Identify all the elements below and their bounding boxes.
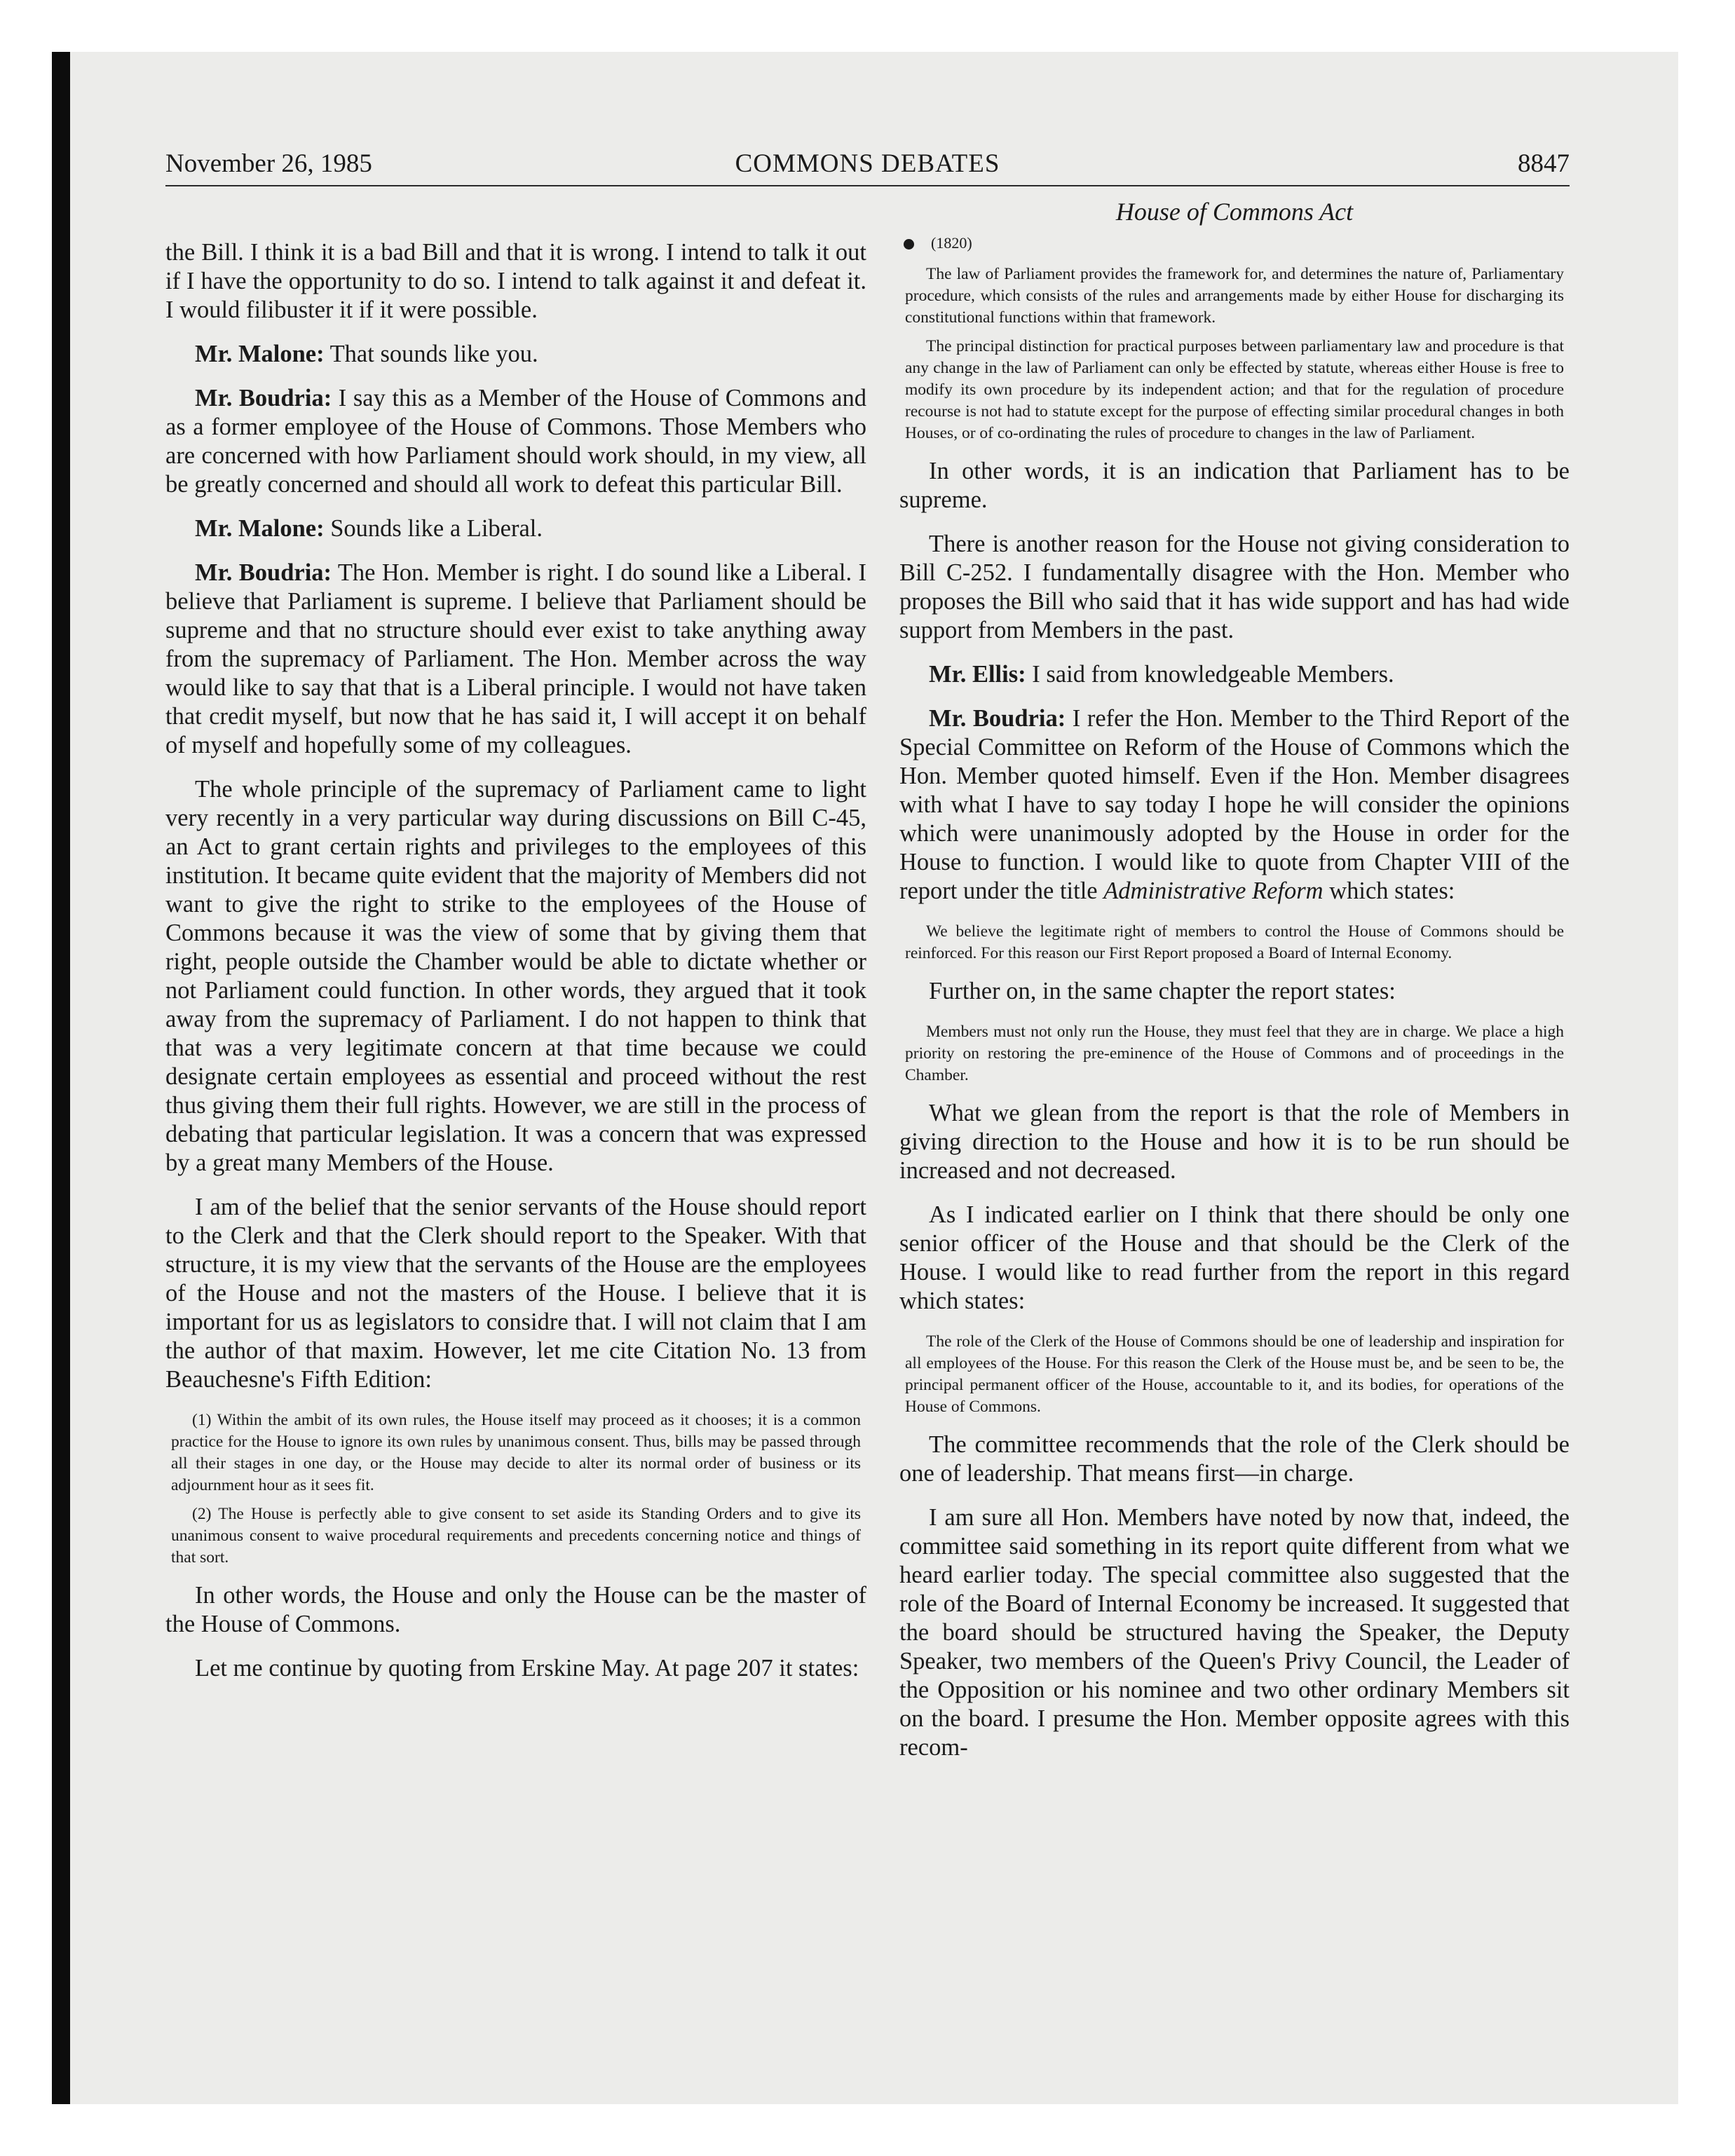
speech-text: which states: (1323, 878, 1455, 904)
block-quote (899, 264, 1570, 444)
paragraph: The committee recommends that the role of the Clerk should be one of leadership. That means first—in charge. (899, 1431, 1570, 1487)
paragraph (165, 559, 866, 760)
quote-paragraph: The role of the Clerk of the House of Commons should be one of leadership and inspiration for all employees of the House. For this reason the Clerk of the House must be, and be seen to be, the principal permanent officer of the House, accountable to it, and its bodies, for operations of the House of Commons. (905, 1332, 1564, 1416)
speaker-name: Mr. Boudria: (195, 559, 332, 586)
quote-paragraph: (1) Within the ambit of its own rules, the House itself may proceed as it chooses; it is a common practice for the House to ignore its own rules by unanimous consent. Thus, bills may be passed through all their stages in one day, or the House may decide to alter its normal order of business or its adjournment hour as it sees fit. (171, 1411, 861, 1494)
paragraph: the Bill. I think it is a bad Bill and that it is wrong. I intend to talk it out if I have the opportunity to do so. I intend to talk against it and defeat it. I would filibuster it if it were possible. (165, 239, 866, 323)
report-title: Administrative Reform (1103, 878, 1324, 904)
paragraph: I am sure all Hon. Members have noted by now that, indeed, the committee said something in its report quite different from what we heard earlier today. The special committee also suggested that the role of the Board of Internal Economy be increased. It suggested that the board should be structured having the Speaker, the Deputy Speaker, two members of the Queen's Privy Council, the Leader of the Opposition or his nominee and two other ordinary Members sit on the board. I presume the Hon. Member opposite agrees with this recom- (899, 1504, 1570, 1761)
paragraph (165, 340, 866, 369)
binding-edge (52, 52, 70, 2104)
paragraph: As I indicated earlier on I think that there should be only one senior officer of the House and that should be the Clerk of the House. I would like to read further from the report in this regard which states: (899, 1201, 1570, 1314)
timestamp (899, 233, 1570, 254)
speaker-name: Mr. Ellis: (929, 661, 1026, 688)
block-quote (165, 1410, 866, 1569)
speaker-name: Mr. Malone: (195, 515, 325, 542)
paragraph: There is another reason for the House not giving consideration to Bill C-252. I fundamentally disagree with the Hon. Member who proposes the Bill who said that it has wide support and has had wide support from Members in the past. (899, 531, 1570, 643)
paragraph: In other words, the House and only the House can be the master of the House of Commons. (165, 1582, 866, 1637)
paragraph (899, 704, 1570, 906)
right-column (899, 196, 1570, 1778)
timestamp-text: (1820) (931, 234, 972, 252)
speaker-name: Mr. Boudria: (195, 385, 332, 411)
quote-paragraph: We believe the legitimate right of members to control the House of Commons should be reinforced. For this reason our First Report proposed a Board of Internal Economy. (905, 922, 1564, 962)
paragraph: Let me continue by quoting from Erskine May. At page 207 it states: (195, 1655, 859, 1681)
paragraph: The whole principle of the supremacy of Parliament came to light very recently in a very particular way during discussions on Bill C-45, an Act to grant certain rights and privileges to the employees of this institution. It became quite evident that the majority of Members did not want to give the right to strike to the employees of the House of Commons because it was the view of some that by giving them that right, people outside the Chamber would be able to dictate whether or not Parliament could function. In other words, they argued that it took away from the supremacy of Parliament. I do not happen to think that that was a very legitimate concern at that time because we could designate certain employees as essential and proceed without the rest thus giving them their full rights. However, we are still in the process of debating that particular legislation. It was a concern that was expressed by a great many Members of the House. (165, 776, 866, 1176)
speech-text: The Hon. Member is right. I do sound like a Liberal. I believe that Parliament is supreme. I believe that Parliament should be supreme and that no structure should ever exist to take anything away from the supremacy of Parliament. The Hon. Member across the way would like to say that that is a Liberal principle. I would not have taken that credit myself, but now that he has said it, I will accept it on behalf of myself and hopefully some of my colleagues. (165, 559, 866, 758)
quote-paragraph: The principal distinction for practical purposes between parliamentary law and procedure is that any change in the law of Parliament can only be effected by statute, whereas either House is free to modify its own procedure by its independent action; and that for the regulation of procedure recourse is not had to statute except for the purpose of effecting similar procedural changes in both Houses, or of co-ordinating the rules of procedure to changes in the law of Parliament. (905, 337, 1564, 442)
paragraph: I am of the belief that the senior servants of the House should report to the Clerk and that the Clerk should report to the Speaker. With that structure, it is my view that the servants of the House are the employees of the House and not the masters of the House. I believe that it is important for us as legislators to considre that. I will not claim that I am the author of that maxim. However, let me cite Citation No. 13 from Beauchesne's Fifth Edition: (165, 1194, 866, 1393)
left-column (165, 238, 866, 1698)
speech-text: I said from knowledgeable Members. (1026, 661, 1394, 688)
quote-paragraph: (2) The House is perfectly able to give consent to set aside its Standing Orders and to give its unanimous consent to waive procedural requirements and precedents concerning notice and things of that sort. (171, 1505, 861, 1567)
speech-text: Sounds like a Liberal. (324, 515, 543, 542)
page-header (165, 149, 1570, 186)
paragraph (165, 514, 866, 543)
header-title: COMMONS DEBATES (735, 149, 1000, 178)
quote-paragraph: The law of Parliament provides the framework for, and determines the nature of, Parliamentary procedure, which consists of the rules and arrangements made by either House for discharging its constitutional functions within that framework. (905, 265, 1564, 327)
speech-text: That sounds like you. (324, 341, 538, 367)
paragraph: Further on, in the same chapter the report states: (929, 978, 1396, 1004)
block-quote (899, 1021, 1570, 1086)
speech-text: I say this as a Member of the House of Commons and as a former employee of the House of Commons. Those Members who are concerned with how Parliament should work should, in my view, all be greatly concerned and should all work to defeat this particular Bill. (165, 385, 866, 498)
block-quote (899, 921, 1570, 964)
speaker-name: Mr. Malone: (195, 341, 325, 367)
paragraph: In other words, it is an indication that Parliament has to be supreme. (899, 458, 1570, 513)
speaker-name: Mr. Boudria: (929, 705, 1066, 732)
bullet-icon (904, 239, 914, 250)
section-title: House of Commons Act (1115, 198, 1354, 226)
block-quote (899, 1331, 1570, 1418)
quote-paragraph: Members must not only run the House, they must feel that they are in charge. We place a high priority on restoring the pre-eminence of the House of Commons and of proceedings in the Chamber. (905, 1023, 1564, 1084)
paragraph (165, 384, 866, 499)
page-number: 8847 (1518, 149, 1570, 178)
header-date: November 26, 1985 (165, 149, 372, 178)
paragraph: What we glean from the report is that the role of Members in giving direction to the House and how it is to be run should be increased and not decreased. (899, 1100, 1570, 1184)
paragraph (899, 660, 1570, 689)
speech-text: I refer the Hon. Member to the Third Report of the Special Committee on Reform of the House of Commons which the Hon. Member quoted himself. Even if the Hon. Member disagrees with what I have to say today I hope he will consider the opinions which were unanimously adopted by the House in order for the House to function. I would like to quote from Chapter VIII of the report under the title (899, 705, 1570, 904)
